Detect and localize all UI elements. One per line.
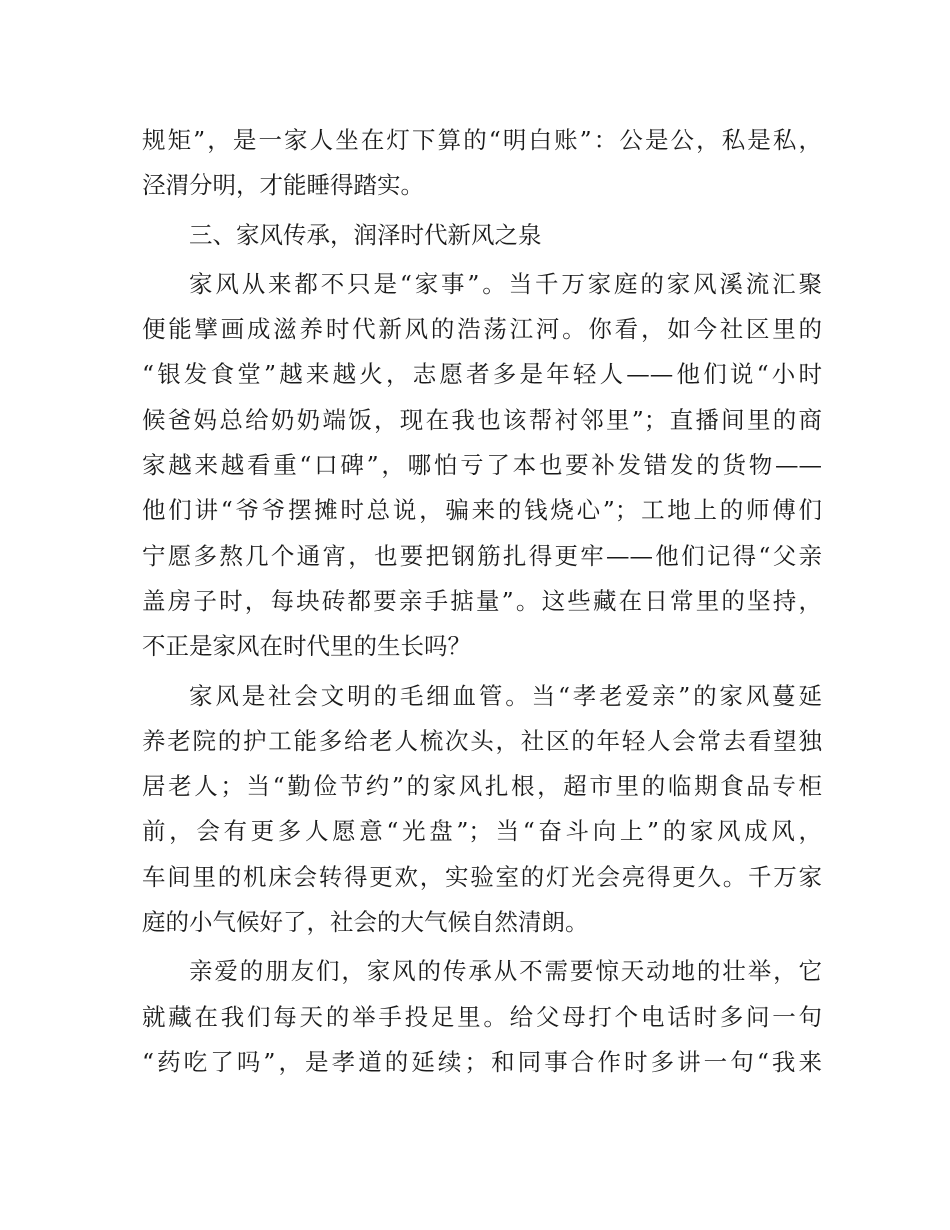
text-line: 他们讲“爷爷摆摊时总说，骗来的钱烧心”；工地上的师傅们 — [142, 496, 822, 525]
text-line: 便能擘画成滋养时代新风的浩荡江河。你看，如今社区里的 — [142, 315, 822, 344]
heading-text: 三、家风传承，润泽时代新风之泉 — [189, 220, 542, 249]
text-line: “药吃了吗”，是孝道的延续；和同事合作时多讲一句“我来 — [142, 1047, 822, 1076]
text-line: 不正是家风在时代里的生长吗？ — [142, 632, 471, 661]
text-line: 盖房子时，每块砖都要亲手掂量”。这些藏在日常里的坚持， — [142, 586, 822, 615]
text-line: 规矩”，是一家人坐在灯下算的“明白账”：公是公，私是私， — [142, 126, 822, 154]
text-line: 居老人；当“勤俭节约”的家风扎根，超市里的临期食品专柜 — [142, 772, 822, 801]
text-line: 庭的小气候好了，社会的大气候自然清朗。 — [142, 908, 589, 937]
text-line: 前，会有更多人愿意“光盘”；当“奋斗向上”的家风成风， — [142, 817, 822, 846]
text-line: “银发食堂”越来越火，志愿者多是年轻人——他们说“小时 — [142, 360, 822, 389]
text-line: 候爸妈总给奶奶端饭，现在我也该帮衬邻里”；直播间里的商 — [142, 405, 822, 434]
text-line: 泾渭分明，才能睡得踏实。 — [142, 171, 424, 200]
body-text — [142, 118, 822, 1085]
paragraph — [142, 674, 822, 946]
text-line: 车间里的机床会转得更欢，实验室的灯光会亮得更久。千万家 — [142, 862, 822, 891]
text-line: 家越来越看重“口碑”，哪怕亏了本也要补发错发的货物—— — [142, 451, 822, 480]
text-line: 宁愿多熬几个通宵，也要把钢筋扎得更牢——他们记得“父亲 — [142, 541, 822, 570]
text-line: 亲爱的朋友们，家风的传承从不需要惊天动地的壮举，它 — [189, 957, 822, 986]
paragraph — [142, 262, 822, 670]
text-line: 就藏在我们每天的举手投足里。给父母打个电话时多问一句 — [142, 1002, 822, 1031]
paragraph — [142, 949, 822, 1085]
text-line: 养老院的护工能多给老人梳次头，社区的年轻人会常去看望独 — [142, 726, 822, 755]
paragraph-continuation — [142, 118, 822, 209]
section-heading — [142, 213, 822, 258]
text-line: 家风从来都不只是“家事”。当千万家庭的家风溪流汇聚 — [189, 269, 822, 298]
text-line: 家风是社会文明的毛细血管。当“孝老爱亲”的家风蔓延 — [189, 681, 822, 710]
